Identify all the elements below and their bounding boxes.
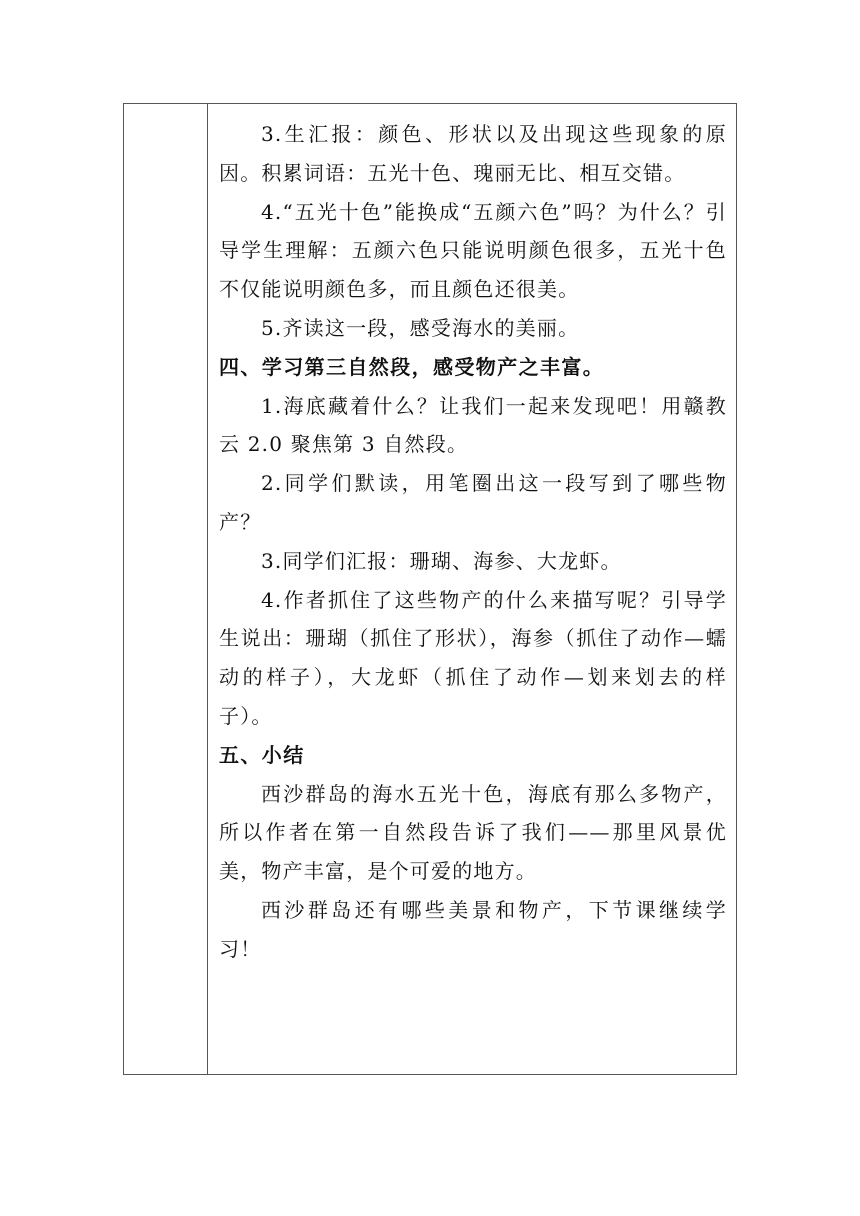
paragraph-word-comparison: 4.“五光十色”能换成“五颜六色”吗？为什么？引导学生理解：五颜六色只能说明颜色很多，五光十色不仅能说明颜色多，而且颜色还很美。 [219,199,727,302]
section-heading-five: 五、小结 [219,742,305,767]
section-heading-four: 四、学习第三自然段，感受物产之丰富。 [219,354,605,379]
lesson-table [123,103,737,1075]
table-content-cell [208,104,736,1074]
paragraph-author-description: 4.作者抓住了这些物产的什么来描写呢？引导学生说出：珊瑚（抓住了形状），海参（抓住了动作—蠕动的样子），大龙虾（抓住了动作—划来划去的样子）。 [219,587,727,728]
table-left-column [124,104,208,1074]
paragraph-silent-reading: 2.同学们默读，用笔圈出这一段写到了哪些物产？ [219,471,727,534]
paragraph-seabed-question: 1.海底藏着什么？让我们一起来发现吧！用赣教云 2.0 聚焦第 3 自然段。 [219,393,727,457]
paragraph-read-aloud: 5.齐读这一段，感受海水的美丽。 [261,315,580,340]
paragraph-next-lesson: 西沙群岛还有哪些美景和物产，下节课继续学习！ [219,897,727,961]
paragraph-report-results: 3.生汇报：颜色、形状以及出现这些现象的原因。积累词语：五光十色、瑰丽无比、相互交错。 [219,122,727,185]
paragraph-summary: 西沙群岛的海水五光十色，海底有那么多物产，所以作者在第一自然段告诉了我们——那里风景优美，物产丰富，是个可爱的地方。 [219,781,727,884]
paragraph-students-report: 3.同学们汇报：珊瑚、海参、大龙虾。 [261,548,622,573]
